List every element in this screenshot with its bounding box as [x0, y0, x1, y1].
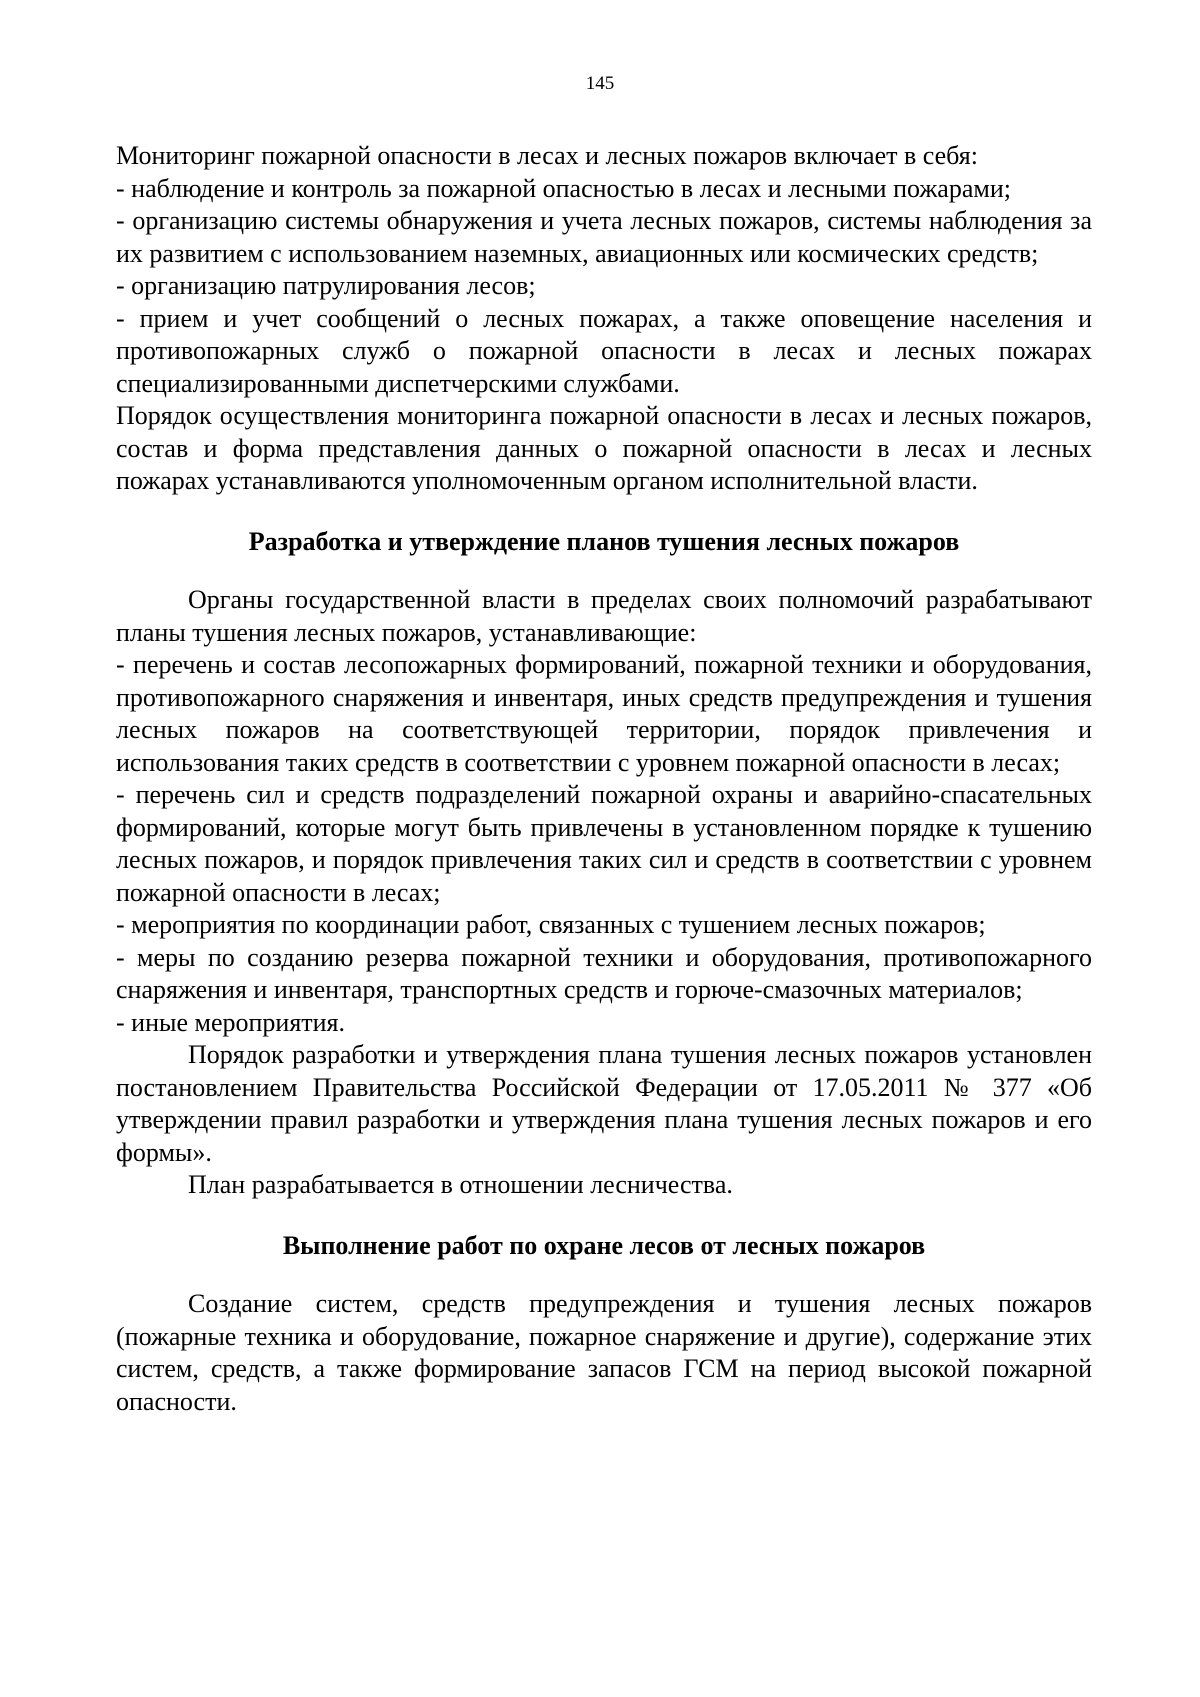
list-item: - наблюдение и контроль за пожарной опасностью в лесах и лесными пожарами; — [116, 173, 1011, 203]
list-item: - перечень и состав лесопожарных формирований, пожарной техники и оборудования, противопожарного снаряжения и инвентаря, иных средств предупреждения и тушения лесных пожаров на соответствующей территории, порядок привлечения и использования таких средств в соответствии с уровнем пожарной опасности в лесах; — [116, 650, 1092, 777]
section3-paragraph: Создание систем, средств предупреждения и тушения лесных пожаров (пожарные техника и оборудование, пожарное снаряжение и другие), содержание этих систем, средств, а также формирование запасов ГСМ на период высокой пожарной опасности. — [116, 1289, 1092, 1416]
list-item: - иные мероприятия. — [116, 1007, 346, 1037]
page-number: 145 — [585, 73, 615, 94]
section1-intro: Мониторинг пожарной опасности в лесах и лесных пожаров включает в себя: — [116, 141, 978, 170]
section1-closing: Порядок осуществления мониторинга пожарной опасности в лесах и лесных пожаров, состав и форма представления данных о пожарной опасности в лесах и лесных пожарах устанавливаются уполномоченным органом исполнительной власти. — [116, 401, 1092, 495]
section2-heading: Разработка и утверждение планов тушения лесных пожаров — [248, 526, 960, 556]
section2-intro: Органы государственной власти в пределах своих полномочий разрабатывают планы тушения лесных пожаров, устанавливающие: — [116, 585, 1092, 647]
section2-order: Порядок разработки и утверждения плана тушения лесных пожаров установлен постановлением Правительства Российской Федерации от 17.05.2011 № 377 «Об утверждении правил разработки и утверждения плана тушения лесных пожаров и его формы». — [116, 1040, 1092, 1167]
section3-heading: Выполнение работ по охране лесов от лесных пожаров — [282, 1230, 926, 1260]
list-item: - организацию системы обнаружения и учета лесных пожаров, системы наблюдения за их развитием с использованием наземных, авиационных или космических средств; — [116, 206, 1092, 268]
list-item: - организацию патрулирования лесов; — [116, 271, 536, 300]
list-item: - прием и учет сообщений о лесных пожарах, а также оповещение населения и противопожарных служб о пожарной опасности в лесах и лесных пожарах специализированными диспетчерскими службами. — [116, 303, 1092, 398]
list-item: - мероприятия по координации работ, связанных с тушением лесных пожаров; — [116, 910, 986, 939]
list-item: - меры по созданию резерва пожарной техники и оборудования, противопожарного снаряжения и инвентаря, транспортных средств и горюче-смазочных материалов; — [116, 942, 1092, 1004]
page-content — [116, 140, 1092, 1418]
section2-plan: План разрабатывается в отношении лесничества. — [188, 1170, 733, 1199]
list-item: - перечень сил и средств подразделений пожарной охраны и аварийно-спасательных формирований, которые могут быть привлечены в установленном порядке к тушению лесных пожаров, и порядок привлечения таких сил и средств в соответствии с уровнем пожарной опасности в лесах; — [116, 780, 1092, 907]
